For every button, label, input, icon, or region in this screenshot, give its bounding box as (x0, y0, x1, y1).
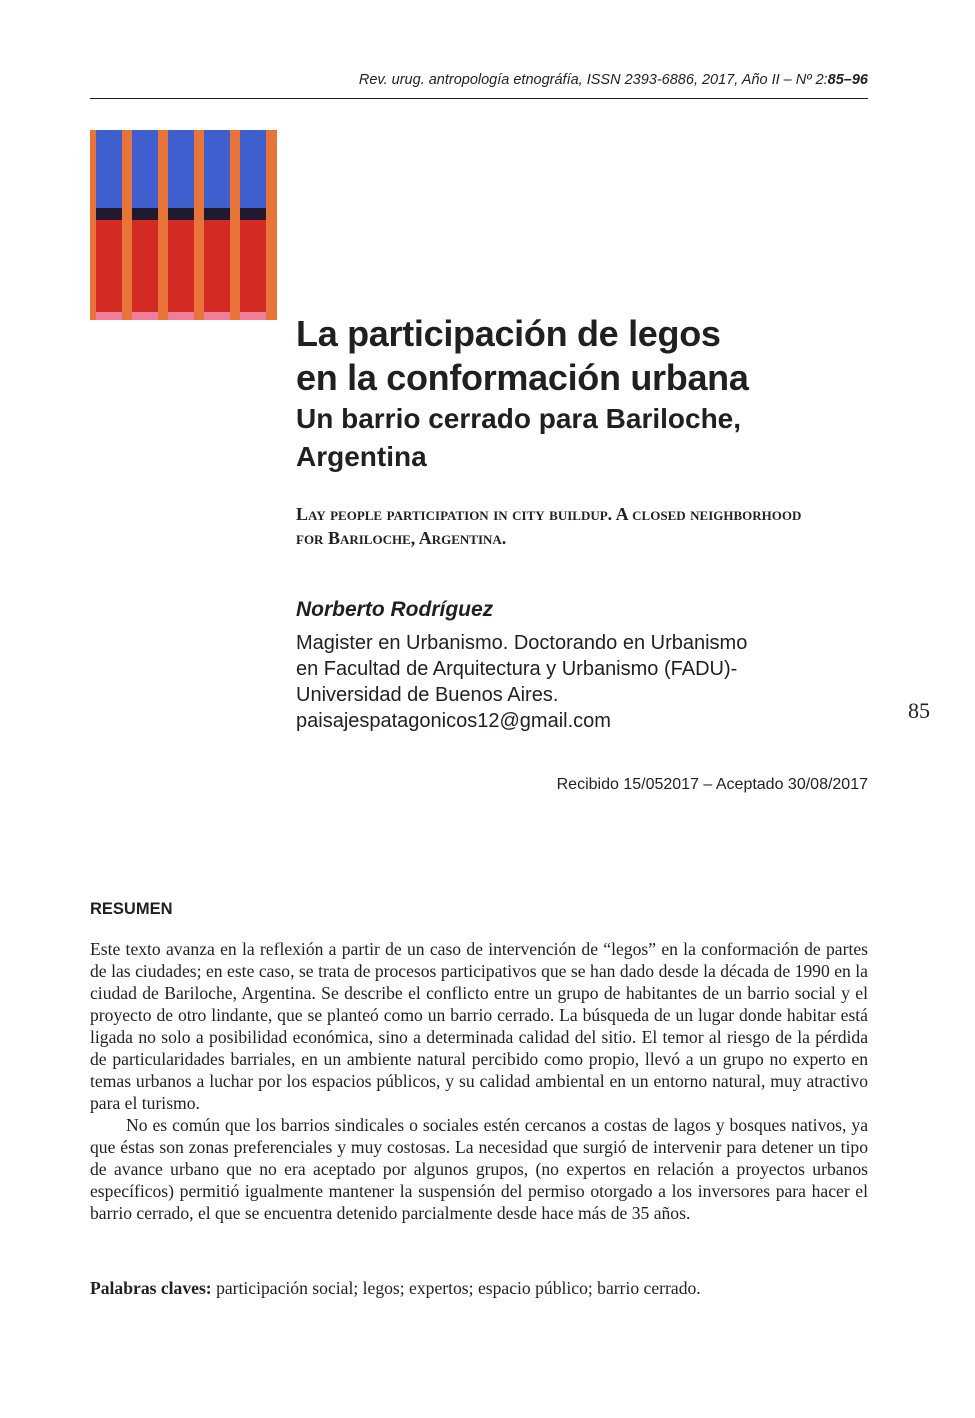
abstract-heading: RESUMEN (90, 900, 173, 918)
cover-artwork (90, 130, 277, 320)
author-name: Norberto Rodríguez (296, 598, 494, 621)
artwork-stripe-red (240, 220, 266, 312)
abstract-paragraph-2: No es común que los barrios sindicales o sociales estén cercanos a costas de lagos y bosques nativos, ya que éstas son zonas preferenciales y muy costosas. La necesidad que surgió de intervenir para detener un tipo de avance urbano que no era aceptado por algunos grupos, (no expertos en relación a proyectos urbanos específicos) permitió igualmente mantener la suspensión del permiso otorgado a los inversores para hacer el barrio cerrado, el que se encuentra detenido parcialmente desde hace más de 35 años. (90, 1115, 868, 1223)
keywords (90, 1277, 868, 1299)
author-email: paisajespatagonicos12@gmail.com (296, 710, 611, 732)
author-affiliation (296, 630, 876, 734)
artwork-stripe-red (204, 220, 230, 312)
abstract-paragraph-1: Este texto avanza en la reflexión a partir de un caso de intervención de “legos” en la conformación de partes de las ciudades; en este caso, se trata de procesos participativos que se han dado desde la década de 1990 en la ciudad de Bariloche, Argentina. Se describe el conflicto entre un grupo de habitantes de un barrio social y el proyecto de otro lindante, que se planteó como un barrio cerrado. La búsqueda de un lugar donde habitar está ligada no solo a posibilidad económica, sino a determinada calidad del sitio. El temor al riesgo de la pérdida de particularidades barriales, en un ambiente natural percibido como propio, llevó a un grupo no experto en temas urbanos a luchar por los espacios públicos, y su calidad ambiental en un entorno natural, muy atractivo para el turismo. (90, 939, 868, 1113)
article-subtitle-line1: Un barrio cerrado para Bariloche, (296, 403, 742, 434)
artwork-stripe-blue (132, 130, 158, 208)
affiliation-line2: en Facultad de Arquitectura y Urbanismo (FADU)- (296, 658, 738, 680)
english-title (296, 502, 876, 550)
english-title-line1: Lay people participation in city buildup. A closed neighborhood (296, 504, 802, 524)
artwork-stripe-dark (240, 208, 266, 220)
page-number: 85 (908, 698, 930, 723)
header-rule (90, 98, 868, 99)
artwork-stripe-blue (168, 130, 194, 208)
abstract-body (90, 938, 868, 1224)
article-title-line2: en la conformación urbana (296, 357, 749, 398)
page-range: 85–96 (827, 72, 868, 88)
journal-citation: Rev. urug. antropología etnográfía, ISSN 2393-6886, 2017, Año II – Nº 2: (358, 72, 828, 88)
english-title-line2: for Bariloche, Argentina. (296, 528, 507, 548)
affiliation-line1: Magister en Urbanismo. Doctorando en Urbanismo (296, 632, 748, 654)
artwork-stripe-red (168, 220, 194, 312)
artwork-stripe-pink (96, 312, 122, 320)
artwork-stripe-pink (132, 312, 158, 320)
artwork-stripe-dark (204, 208, 230, 220)
artwork-stripe-dark (96, 208, 122, 220)
affiliation-line3: Universidad de Buenos Aires. (296, 684, 559, 706)
keywords-list: participación social; legos; expertos; espacio público; barrio cerrado. (211, 1278, 701, 1298)
artwork-stripe-pink (240, 312, 266, 320)
artwork-stripe-pink (204, 312, 230, 320)
title-block (296, 312, 876, 476)
artwork-stripe-dark (132, 208, 158, 220)
keywords-label: Palabras claves: (90, 1278, 212, 1298)
artwork-stripe-blue (240, 130, 266, 208)
artwork-stripe-blue (96, 130, 122, 208)
artwork-stripe-red (96, 220, 122, 312)
article-subtitle-line2: Argentina (296, 441, 427, 472)
artwork-stripe-blue (204, 130, 230, 208)
artwork-stripe-dark (168, 208, 194, 220)
journal-header (90, 72, 868, 88)
article-title-line1: La participación de legos (296, 313, 721, 354)
artwork-stripe-pink (168, 312, 194, 320)
artwork-stripe-red (132, 220, 158, 312)
received-accepted-dates: Recibido 15/052017 – Aceptado 30/08/2017 (556, 776, 868, 793)
